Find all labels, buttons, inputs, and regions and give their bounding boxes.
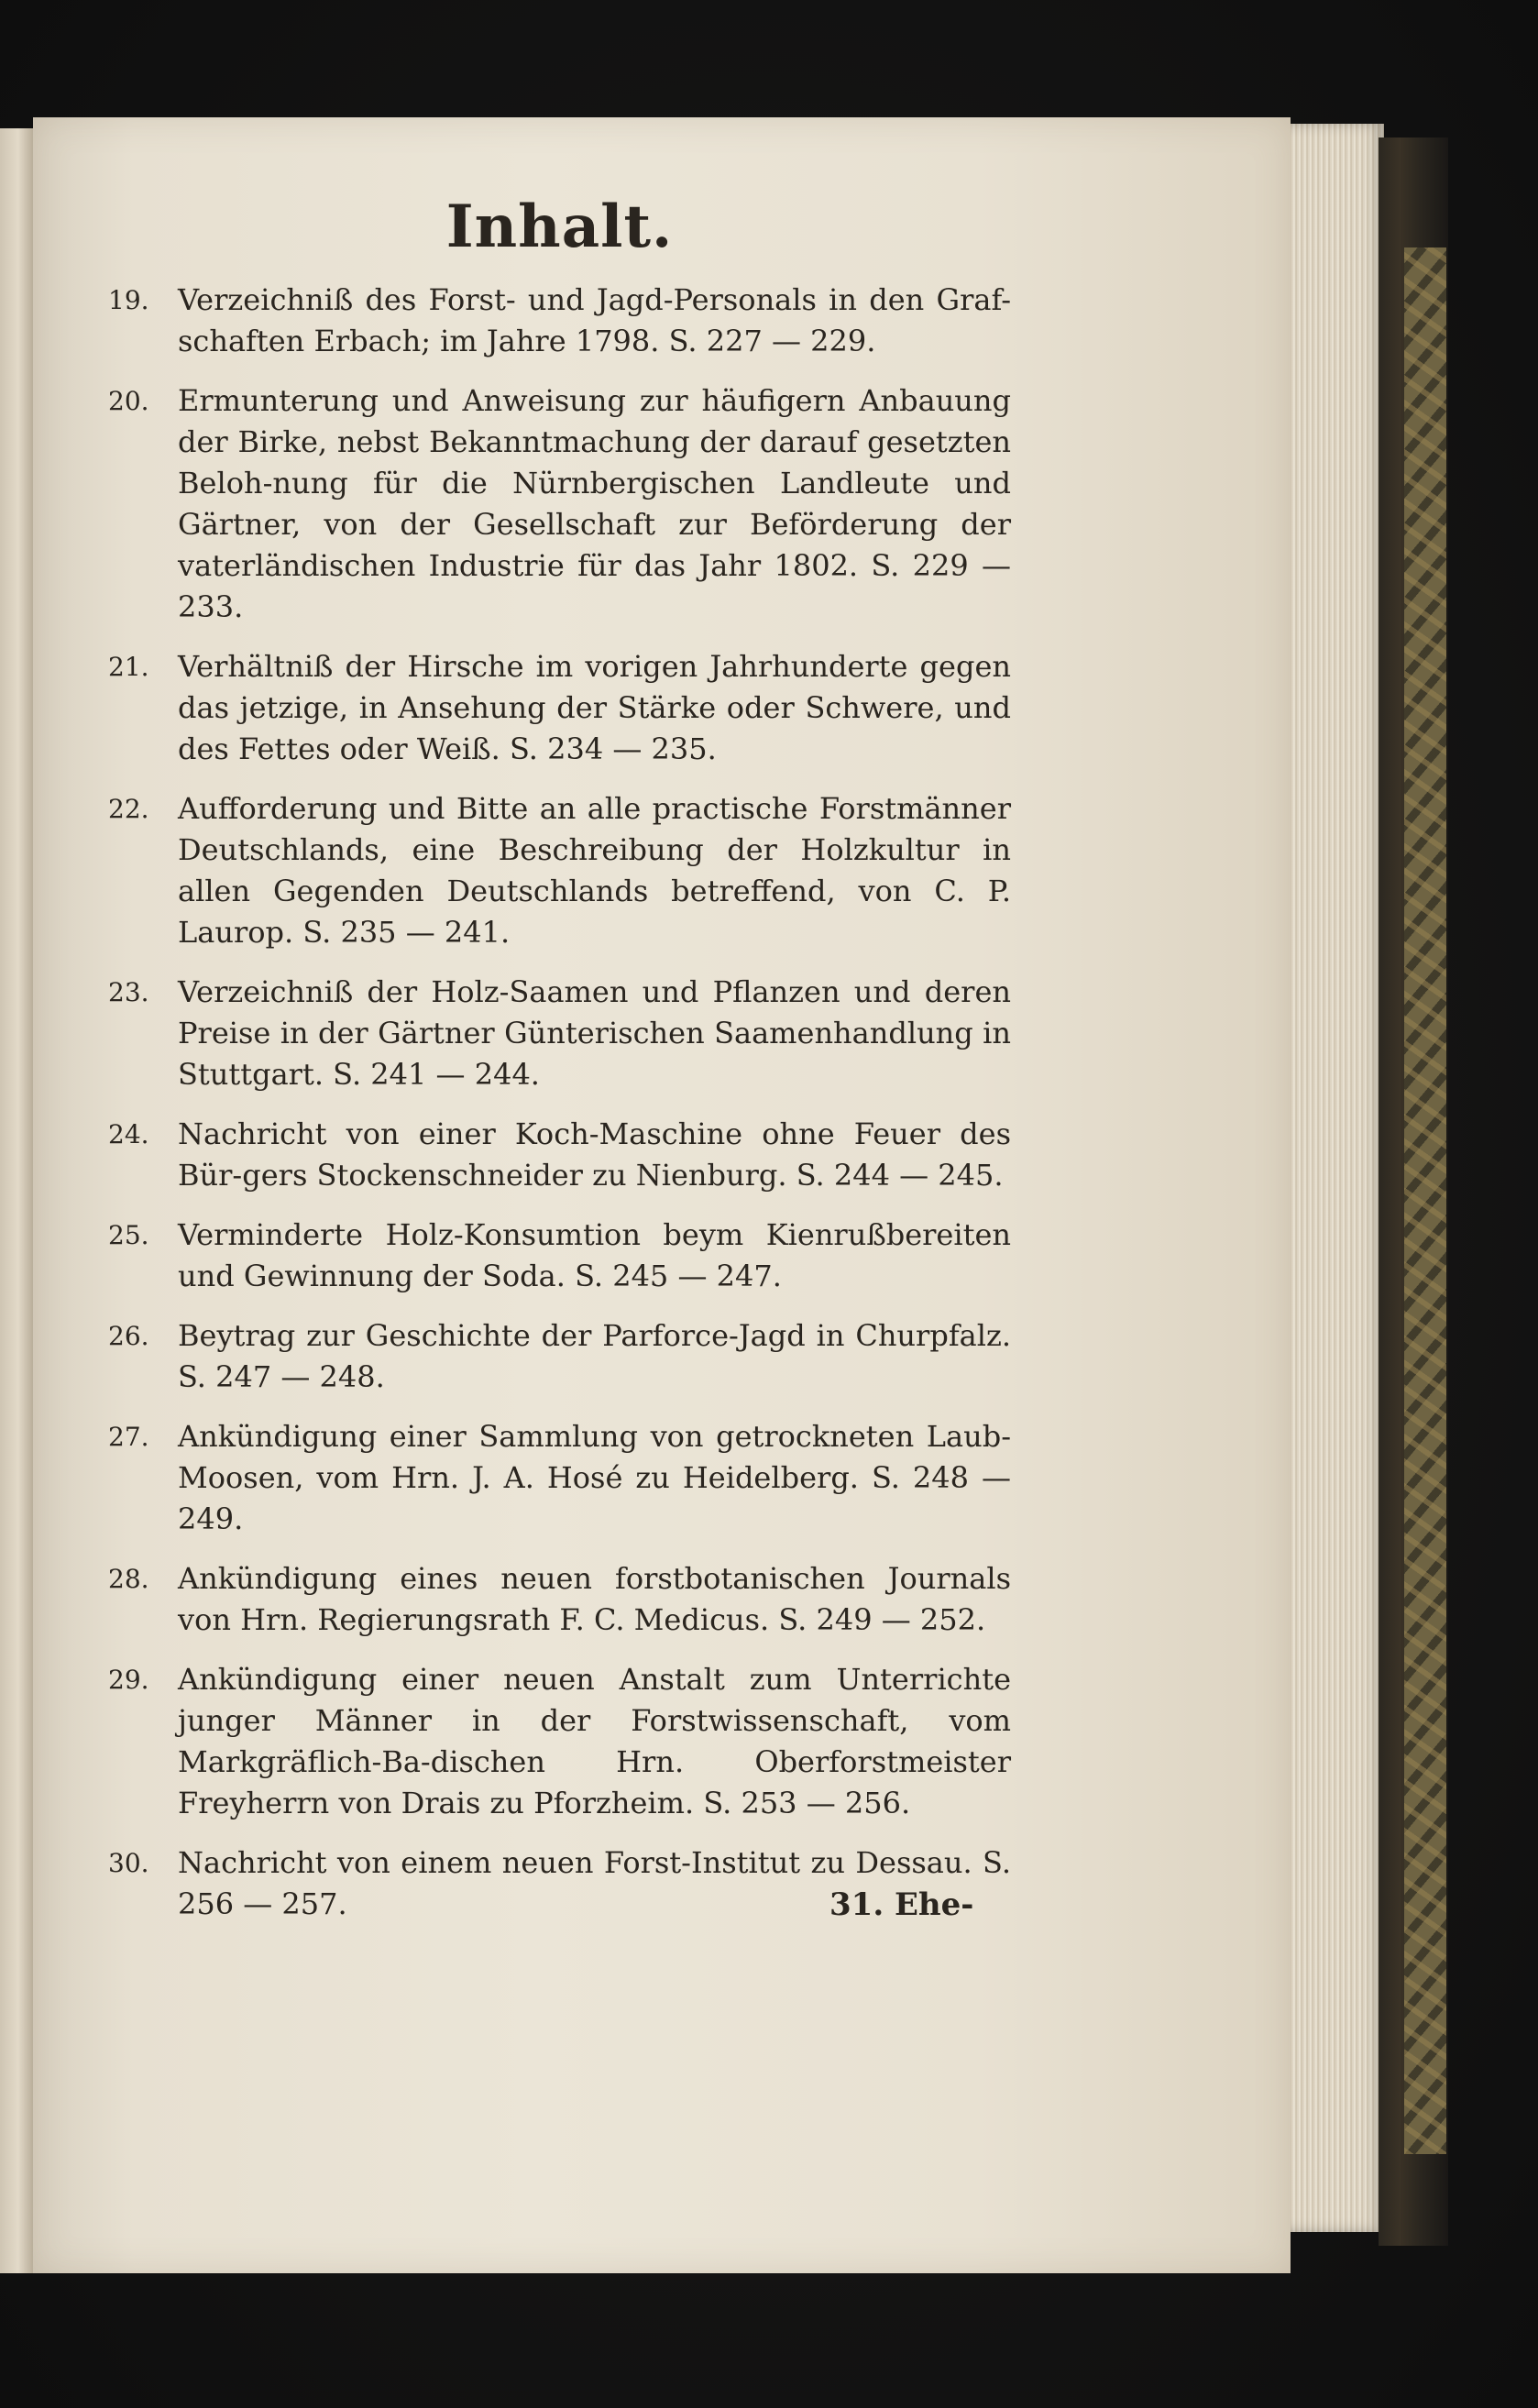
entry-text: Verzeichniß der Holz-Saamen und Pflanzen und deren Preise in der Gärtner Günterischen Saamenhandlung in Stuttgart. S. 241 — 244. [178,974,1011,1092]
toc-entry [108,1315,1011,1398]
entry-number: 23. [108,977,149,1007]
entry-number: 25. [108,1220,149,1250]
entry-text: Ankündigung einer Sammlung von getrockneten Laub-Moosen, vom Hrn. J. A. Hosé zu Heidelberg. S. 248 — 249. [178,1419,1011,1536]
facing-page-edge [0,128,33,2273]
toc-entry [108,1558,1011,1641]
toc-entry [108,788,1011,953]
toc-entry [108,280,1011,362]
toc-entry [108,1416,1011,1540]
toc-entry [108,1215,1011,1297]
entry-number: 28. [108,1564,149,1594]
entry-text: Verzeichniß des Forst- und Jagd-Personals in den Graf-schaften Erbach; im Jahre 1798. S. 227 — 229. [178,282,1011,358]
entry-text: Verhältniß der Hirsche im vorigen Jahrhunderte gegen das jetzige, in Ansehung der Stärke oder Schwere, und des Fettes oder Weiß. S. 234 — 235. [178,649,1011,766]
toc-entry [108,380,1011,628]
page-title: Inhalt. [445,192,674,261]
entry-number: 27. [108,1422,149,1452]
entry-text: Ermunterung und Anweisung zur häufigern Anbauung der Birke, nebst Bekanntmachung der darauf gesetzten Beloh-nung für die Nürnbergischen Landleute und Gärtner, von der Gesellschaft zur Beförderung der vaterländischen Industrie für das Jahr 1802. S. 229 — 233. [178,383,1011,624]
entry-number: 29. [108,1665,149,1695]
entry-text: Aufforderung und Bitte an alle practische Forstmänner Deutschlands, eine Beschreibung der Holzkultur in allen Gegenden Deutschlands betreffend, von C. P. Laurop. S. 235 — 241. [178,791,1011,950]
catchword: 31. Ehe- [829,1886,974,1923]
entry-number: 22. [108,794,149,824]
entry-number: 21. [108,652,149,682]
entry-text: Ankündigung einer neuen Anstalt zum Unterrichte junger Männer in der Forstwissenschaft, vom Markgräflich-Ba-dischen Hrn. Oberforstmeister Freyherrn von Drais zu Pforzheim. S. 253 — 256. [178,1662,1011,1820]
entry-text: Nachricht von einer Koch-Maschine ohne Feuer des Bür-gers Stockenschneider zu Nienburg. S. 244 — 245. [178,1116,1011,1193]
entry-text: Ankündigung eines neuen forstbotanischen Journals von Hrn. Regierungsrath F. C. Medicus. S. 249 — 252. [178,1561,1011,1637]
entry-text: Beytrag zur Geschichte der Parforce-Jagd in Churpfalz. S. 247 — 248. [178,1318,1011,1394]
entry-number: 20. [108,386,149,416]
marbled-cover-pattern [1404,247,1446,2154]
page-edges [1276,124,1384,2232]
toc-entry [108,1114,1011,1196]
toc-entry [108,972,1011,1095]
entry-text: Nachricht von einem neuen Forst-Institut zu Dessau. S. 256 — 257. [178,1845,1011,1921]
entry-number: 19. [108,285,149,315]
entry-number: 24. [108,1119,149,1149]
entry-number: 30. [108,1848,149,1878]
entry-number: 26. [108,1321,149,1351]
page-content [108,179,1011,1943]
entry-text: Verminderte Holz-Konsumtion beym Kienrußbereiten und Gewinnung der Soda. S. 245 — 247. [178,1217,1011,1293]
toc-entry [108,646,1011,770]
toc-entry [108,1659,1011,1824]
